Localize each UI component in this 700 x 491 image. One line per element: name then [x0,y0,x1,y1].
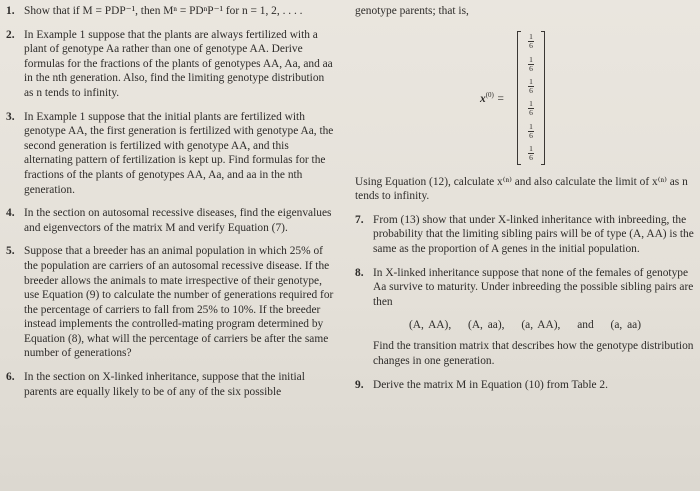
numerator: 1 [529,76,533,86]
problem-text: In the section on autosomal recessive diseases, find the eigenvalues and eigenvectors of the matrix M and verify Equation (7). [24,207,332,234]
problem-number: 4. [6,207,15,220]
problem-4 [6,206,334,235]
sibling-pairs [355,319,695,331]
vector-symbol: x [480,92,486,105]
pair-item: (A, AA), [408,319,452,332]
denominator: 6 [529,108,533,118]
numerator: 1 [529,32,533,42]
problem-number: 7. [355,213,364,226]
problem-number: 5. [6,245,15,258]
vector-label [480,91,504,105]
denominator: 6 [529,130,533,140]
column-vector [517,31,545,165]
equals-sign: = [496,92,505,105]
problem-2 [6,28,334,101]
problem-5 [6,244,334,361]
problem-8 [355,266,695,310]
problem-number: 1. [6,5,15,17]
numerator: 1 [529,121,533,131]
problem-text: Suppose that a breeder has an animal population in which 25% of the population are carriers of an autosomal recessive disease. If the breeder allows the animals to mate irrespective of their genotype, use Equation (9) to calculate the number of generations required for the percentage of carriers to fall from 25% to 10%. If the breeder instead implements the controlled-mating program determined by Equation (8), what will the percentage of carriers be after the same number of generations? [24,245,334,360]
problem-3 [6,110,334,198]
problem-6 [6,370,334,399]
problem-number: 8. [355,266,364,279]
problem-text: In Example 1 suppose that the initial plants are fertilized with genotype AA, the first generation is fertilized with genotype Aa, the second generation is fertilized with genotype AA, and this alternating pattern of fertilization is kept up. Find formulas for the fractions of the plants of genotypes AA, Aa, and aa in the nth generation. [24,110,334,196]
initial-vector-equation [355,31,695,167]
problem-text: In Example 1 suppose that the plants are always fertilized with a plant of genotype Aa rather than one of genotype AA. Derive formulas for the fractions of the plants of genotypes AA, Aa, and aa in the nth generation. Also, find the limiting genotype distribution as n tends to infinity. [24,28,333,99]
denominator: 6 [529,41,533,51]
problem-number: 3. [6,110,15,123]
problem-number: 2. [6,28,15,41]
vector-entry-3 [528,78,534,95]
pair-conjunction: and [577,319,594,332]
problem-text: From (13) show that under X-linked inheritance with inbreeding, the probability that the limiting sibling pairs will be of type (A, AA) is the same as the proportion of A genes in the initial population. [373,213,694,255]
denominator: 6 [529,85,533,95]
problem-text: In X-linked inheritance suppose that none of the females of genotype Aa survive to maturity. Under inbreeding the possible sibling pairs are then [373,266,694,308]
vector-entry-2 [528,56,534,73]
problem-text: Using Equation (12), calculate x⁽ⁿ⁾ and also calculate the limit of x⁽ⁿ⁾ as n tends to infinity. [355,175,688,203]
denominator: 6 [529,63,533,73]
problem-9 [355,378,695,393]
problem-7 [355,213,695,257]
denominator: 6 [529,152,533,162]
numerator: 1 [529,143,533,153]
vector-entry-5 [528,123,534,140]
problem-6-continued-intro: genotype parents; that is, [355,5,469,17]
problem-text: Show that if M = PDP⁻¹, then Mⁿ = PDⁿP⁻¹ for n = 1, 2, . . . . [24,5,303,17]
numerator: 1 [529,54,533,64]
vector-entry-6 [528,145,534,162]
right-column [355,4,695,401]
numerator: 1 [529,99,533,109]
problem-text: Derive the matrix M in Equation (10) from Table 2. [373,378,608,391]
problem-text: Find the transition matrix that describes how the genotype distribution changes in one generation. [373,340,694,367]
problem-1 [6,4,334,19]
problem-number: 9. [355,378,364,391]
pair-item: (A, aa), [468,319,505,332]
problem-text: In the section on X-linked inheritance, suppose that the initial parents are equally likely to be of any of the six possible [24,371,305,398]
left-column [6,4,334,408]
vector-entry-4 [528,100,534,117]
vector-superscript: (0) [485,90,494,99]
pair-item: (a, AA), [521,319,561,332]
pair-item: (a, aa) [610,319,641,332]
problem-6-continued [355,175,695,204]
problem-number: 6. [6,371,15,384]
problem-8-continued [355,339,695,368]
vector-entry-1 [528,33,534,50]
